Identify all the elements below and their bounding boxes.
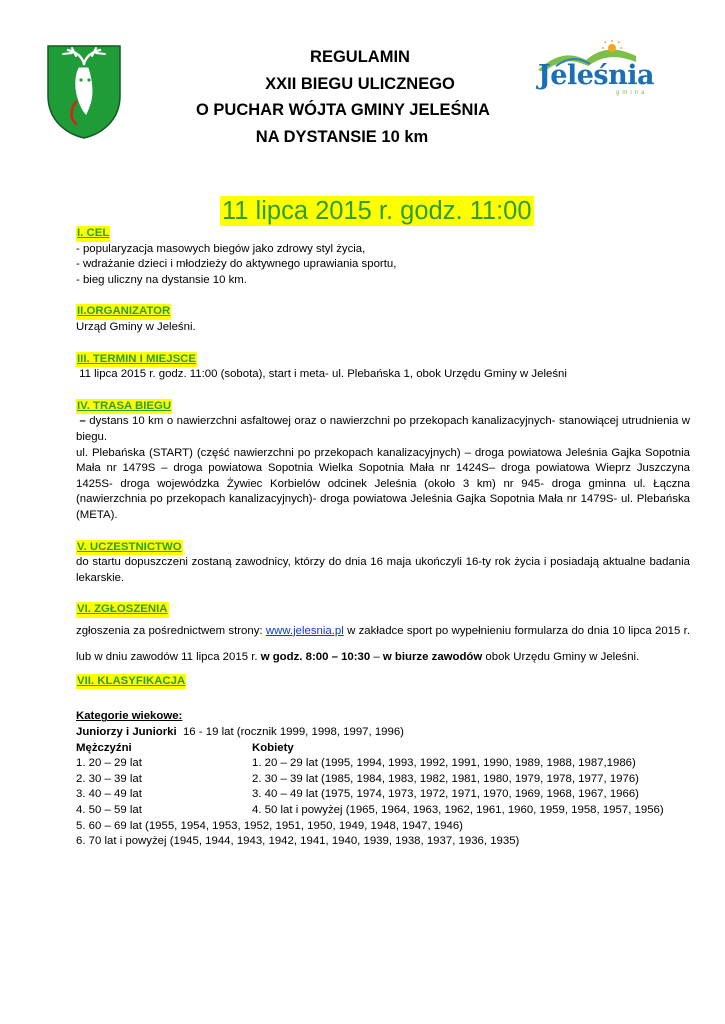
coat-of-arms-deer-icon xyxy=(46,44,122,140)
section-heading-trasa: IV. TRASA BIEGU xyxy=(76,399,172,415)
website-link[interactable]: www.jelesnia.pl xyxy=(265,624,344,637)
zgloszenia-before: zgłoszenia za pośrednictwem strony: xyxy=(76,624,266,637)
cel-item-3: - bieg uliczny na dystansie 10 km. xyxy=(76,273,247,286)
category-extra-2: 6. 70 lat i powyżej (1945, 1944, 1943, 1942, 1941, 1940, 1939, 1938, 1937, 1936, 1935) xyxy=(76,835,520,848)
men-category: 2. 30 – 39 lat xyxy=(76,772,142,785)
men-category: 4. 50 – 59 lat xyxy=(76,804,142,817)
men-category: 1. 20 – 29 lat xyxy=(76,757,142,770)
women-category: 3. 40 – 49 lat (1975, 1974, 1973, 1972, 1971, 1970, 1969, 1968, 1967, 1966) xyxy=(252,788,639,801)
zgloszenia-hours: w godz. 8:00 – 10:30 xyxy=(260,650,371,663)
cel-item-1: - popularyzacja masowych biegów jako zdrowy styl życia, xyxy=(76,242,366,255)
zgloszenia-office: w biurze zawodów xyxy=(382,650,483,663)
section-heading-klasyfikacja: VII. KLASYFIKACJA xyxy=(76,674,186,690)
trasa-line-2: ul. Plebańska (START) (część nawierzchni po przekopach kanalizacyjnych) – droga powiatowa Jeleśnia Gajka Sopotnia Mała nr 1479S – droga powiatowa Sopotnia Wielka Sopotnia Mała nr 1424S– droga powiatowa Wieprz Juszczyna 1425S- droga wojewódzka Żywiec Korbielów odcinek Jeleśnia (około 3 km) nr 945- droga gminna ul. Łączna (nawierzchnia po przekopach kanalizacyjnych)- droga powiatowa Jeleśnia Gajka Sopotnia Mała nr 1479S- ul. Plebańska (META). xyxy=(76,446,690,521)
title-line-1: REGULAMIN xyxy=(310,48,410,66)
juniorzy-line xyxy=(76,725,690,741)
women-category: 1. 20 – 29 lat (1995, 1994, 1993, 1992, 1991, 1990, 1989, 1988, 1987,1986) xyxy=(252,757,636,770)
title-line-4: NA DYSTANSIE 10 km xyxy=(255,127,429,146)
logo-text: Jeleśnia xyxy=(538,60,654,91)
logo-sub: gmina xyxy=(616,90,648,96)
category-header-row xyxy=(76,741,690,757)
zgloszenia-mid: – xyxy=(370,650,383,663)
section-heading-uczestnictwo: V. UCZESTNICTWO xyxy=(76,540,183,556)
category-row xyxy=(76,772,690,788)
trasa-dash: – xyxy=(79,415,86,428)
section-heading-zgloszenia: VI. ZGŁOSZENIA xyxy=(76,602,169,618)
section-heading-organizator: II.ORGANIZATOR xyxy=(76,304,171,320)
juniorzy-label: Juniorzy i Juniorki xyxy=(76,726,177,739)
section-heading-termin: III. TERMIN I MIEJSCE xyxy=(76,352,197,368)
women-category: 4. 50 lat i powyżej (1965, 1964, 1963, 1962, 1961, 1960, 1959, 1958, 1957, 1956) xyxy=(252,804,664,817)
title-line-2: XXII BIEGU ULICZNEGO xyxy=(265,74,455,93)
organizator-text: Urząd Gminy w Jeleśni. xyxy=(76,320,196,333)
category-row xyxy=(76,756,690,772)
trasa-line-1 xyxy=(76,414,690,445)
zgloszenia-text xyxy=(76,618,690,670)
men-header: Mężczyźni xyxy=(76,741,132,754)
regulations-body xyxy=(76,226,690,850)
women-header: Kobiety xyxy=(252,741,294,754)
kategorie-heading: Kategorie wiekowe: xyxy=(76,710,183,723)
zgloszenia-after: w zakładce sport po wypełnieniu formularza do dnia 10 lipca 2015 r. lub w dniu zawodów 11 lipca 2015 r. xyxy=(76,624,690,663)
juniorzy-value: 16 - 19 lat (rocznik 1999, 1998, 1997, 1996) xyxy=(176,726,404,739)
document-title xyxy=(150,44,570,150)
category-row xyxy=(76,803,690,819)
category-row xyxy=(76,787,690,803)
zgloszenia-end: obok Urzędu Gminy w Jeleśni. xyxy=(482,650,640,663)
men-category: 3. 40 – 49 lat xyxy=(76,788,142,801)
event-date-headline: 11 lipca 2015 r. godz. 11:00 xyxy=(222,197,532,225)
title-line-3: O PUCHAR WÓJTA GMINY JELEŚNIA xyxy=(196,101,490,119)
jelesnia-logo xyxy=(536,40,658,100)
cel-item-2: - wdrażanie dzieci i młodzieży do aktywnego uprawiania sportu, xyxy=(76,258,397,271)
trasa-line-1-text: dystans 10 km o nawierzchni asfaltowej oraz o nawierzchni po przekopach kanalizacyjnych- stanowiącej utrudnienia w biegu. xyxy=(76,415,690,443)
category-extra-1: 5. 60 – 69 lat (1955, 1954, 1953, 1952, 1951, 1950, 1949, 1948, 1947, 1946) xyxy=(76,819,463,832)
termin-text: 11 lipca 2015 r. godz. 11:00 (sobota), start i meta- ul. Plebańska 1, obok Urzędu Gminy w Jeleśni xyxy=(76,368,567,381)
uczestnictwo-text: do startu dopuszczeni zostaną zawodnicy, którzy do dnia 16 maja ukończyli 16-ty rok życia i posiadają aktualne badania lekarskie. xyxy=(76,556,690,584)
section-heading-cel: I. CEL xyxy=(76,226,110,242)
women-category: 2. 30 – 39 lat (1985, 1984, 1983, 1982, 1981, 1980, 1979, 1978, 1977, 1976) xyxy=(252,772,639,785)
